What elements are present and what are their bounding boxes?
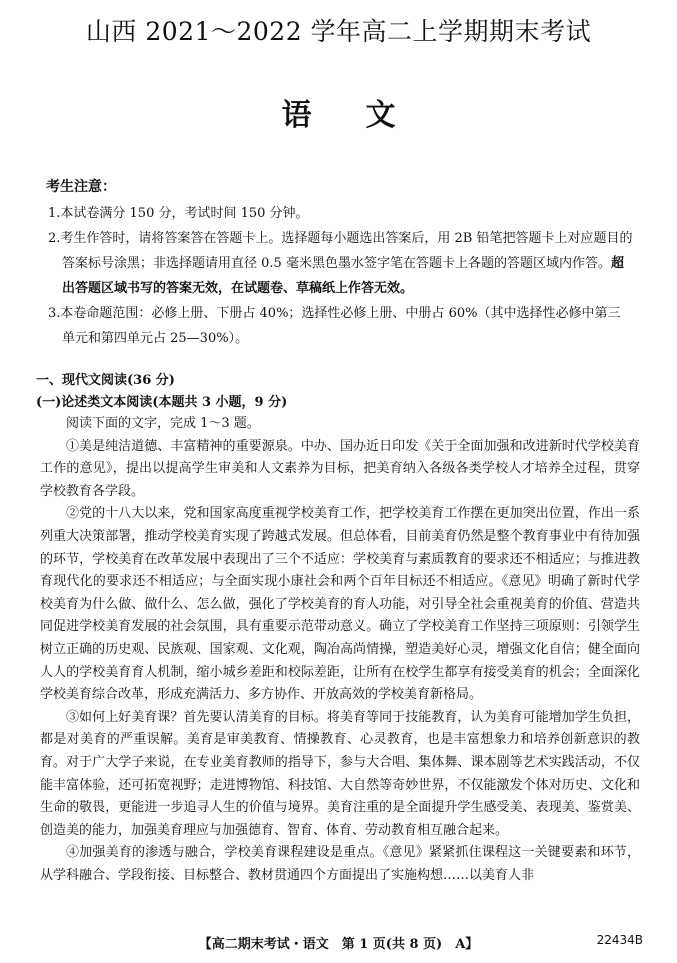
footer-page-info: 【高二期末考试・语文 第 1 页(共 8 页) A】 — [198, 937, 479, 952]
paragraph-4: ④加强美育的渗透与融合，学校美育课程建设是重点。《意见》紧紧抓住课程这一关键要素和环节，从学科融合、学段衔接、目标整合、教材贯通四个方面提出了实施构想……以美育人非 — [40, 845, 640, 883]
subsection-title: (一)论述类文本阅读(本题共 3 小题，9 分) — [36, 395, 288, 410]
paragraph-3: ③如何上好美育课？首先要认清美育的目标。将美育等同于技能教育，认为美育可能增加学生负担，都是对美育的严重误解。美育是审美教育、情操教育、心灵教育，也是丰富想象力和培养创新意识的教育。对于广大学子来说，在专业美育教师的指导下，参与大合唱、集体舞、课本剧等艺术实践活动，不仅能丰富体验，还可拓宽视野；走进博物馆、科技馆、大自然等奇妙世界，不仅能激发个体对历史、文化和生命的敬畏，更能进一步追寻人生的价值与境界。美育注重的是全面提升学生感受美、表现美、鉴赏美、创造美的能力，加强美育理应与加强德育、智育、体育、劳动教育相互融合起来。 — [40, 709, 640, 838]
notice-item-3: 3.本卷命题范围：必修上册、下册占 40%；选择性必修上册、中册占 60%（其中选择性必修中第三单元和第四单元占 25—30%）。 — [48, 306, 621, 346]
subject-title: 语文 — [281, 98, 450, 133]
exam-title: 山西 2021～2022 学年高二上学期期末考试 — [85, 17, 592, 46]
reading-passage — [40, 413, 640, 887]
notice-item-2 — [48, 226, 633, 301]
notice-item-1: 1.本试卷满分 150 分，考试时间 150 分钟。 — [48, 206, 309, 221]
footer-code: 22434B — [596, 933, 643, 947]
paragraph-2: ②党的十八大以来，党和国家高度重视学校美育工作，把学校美育工作摆在更加突出位置，作出一系列重大决策部署，推动学校美育实现了跨越式发展。但总体看，目前美育仍然是整个教育事业中有待加强的环节，学校美育在改革发展中表现出了三个不适应：学校美育与素质教育的要求还不相适应；与推进教育现代化的要求还不相适应；与全面实现小康社会和两个百年目标还不相适应。《意见》明确了新时代学校美育为什么做、做什么、怎么做，强化了学校美育的育人功能，对引导全社会重视美育的价值、营造共同促进学校美育发展的社会氛围，具有重要示范带动意义。确立了学校美育工作坚持三项原则：引领学生树立正确的历史观、民族观、国家观、文化观，陶冶高尚情操，塑造美好心灵，增强文化自信；健全面向人人的学校美育育人机制，缩小城乡差距和校际差距，让所有在校学生都享有接受美育的机会；全面深化学校美育综合改革，形成充满活力、多方协作、开放高效的学校美育新格局。 — [40, 506, 640, 703]
paragraph-1: ①美是纯洁道德、丰富精神的重要源泉。中办、国办近日印发《关于全面加强和改进新时代学校美育工作的意见》，提出以提高学生审美和人文素养为目标，把美育纳入各级各类学校人才培养全过程，贯穿学校教育各学段。 — [40, 438, 640, 499]
section-title: 一、现代文阅读(36 分) — [36, 373, 175, 388]
notice-item-2-text: 2.考生作答时，请将答案答在答题卡上。选择题每小题选出答案后，用 2B 铅笔把答题卡上对应题目的答案标号涂黑；非选择题请用直径 0.5 毫米黑色墨水签字笔在答题卡上各题的答题区域内作答。 — [48, 231, 633, 271]
notice-heading: 考生注意： — [46, 179, 116, 195]
notice-list — [48, 201, 633, 351]
notice-item-2-bold: 超出答题区域书写的答案无效，在试题卷、草稿纸上作答无效。 — [62, 256, 624, 296]
instruction: 阅读下面的文字，完成 1～3 题。 — [66, 416, 260, 431]
